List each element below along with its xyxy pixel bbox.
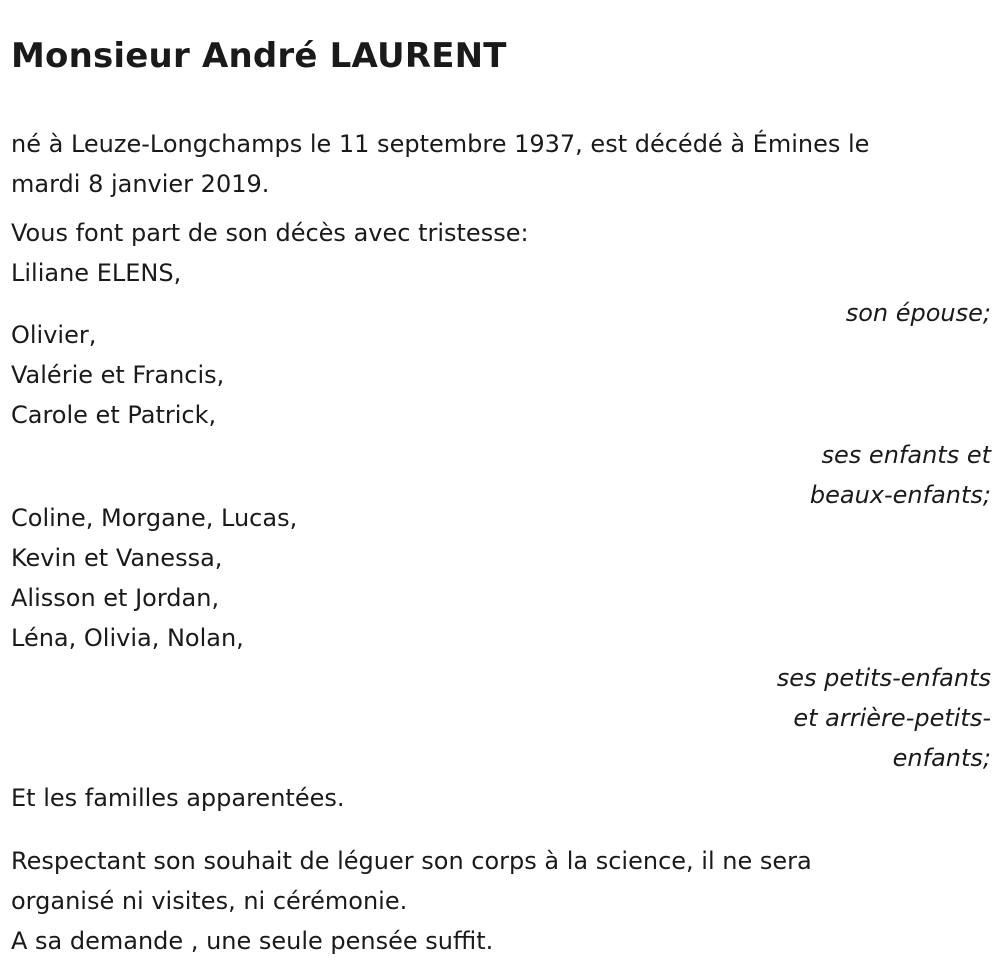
relation-label: enfants;	[892, 744, 991, 772]
family-name: Valérie et Francis,	[11, 361, 225, 389]
family-name: Carole et Patrick,	[11, 401, 217, 429]
closing-line: organisé ni visites, ni cérémonie.	[11, 887, 408, 915]
intro-line: mardi 8 janvier 2019.	[11, 170, 270, 198]
relation-label: ses petits-enfants	[776, 664, 991, 692]
closing-line: A sa demande , une seule pensée suffit.	[11, 927, 494, 955]
family-name: Léna, Olivia, Nolan,	[11, 624, 244, 652]
intro-line: né à Leuze-Longchamps le 11 septembre 1937, est décédé à Émines le	[11, 130, 870, 158]
family-name: Olivier,	[11, 321, 97, 349]
relation-label: et arrière-petits-	[793, 704, 991, 732]
closing-line: Respectant son souhait de léguer son corps à la science, il ne sera	[11, 847, 812, 875]
family-name: Alisson et Jordan,	[11, 584, 220, 612]
intro-paragraph	[11, 124, 991, 204]
closing-paragraph	[11, 841, 991, 961]
family-group-grandchildren	[11, 498, 991, 818]
family-name: Coline, Morgane, Lucas,	[11, 504, 298, 532]
family-name: Liliane ELENS,	[11, 259, 182, 287]
relation-label: ses enfants et	[821, 441, 991, 469]
family-name: Kevin et Vanessa,	[11, 544, 223, 572]
families-text: Et les familles apparentées.	[11, 784, 345, 812]
family-group-children	[11, 315, 991, 515]
page-title: Monsieur André LAURENT	[11, 36, 507, 76]
announcement-text: Vous font part de son décès avec tristesse:	[11, 219, 529, 247]
relation-label: beaux-enfants;	[809, 481, 991, 509]
relation-label: son épouse;	[845, 299, 991, 327]
